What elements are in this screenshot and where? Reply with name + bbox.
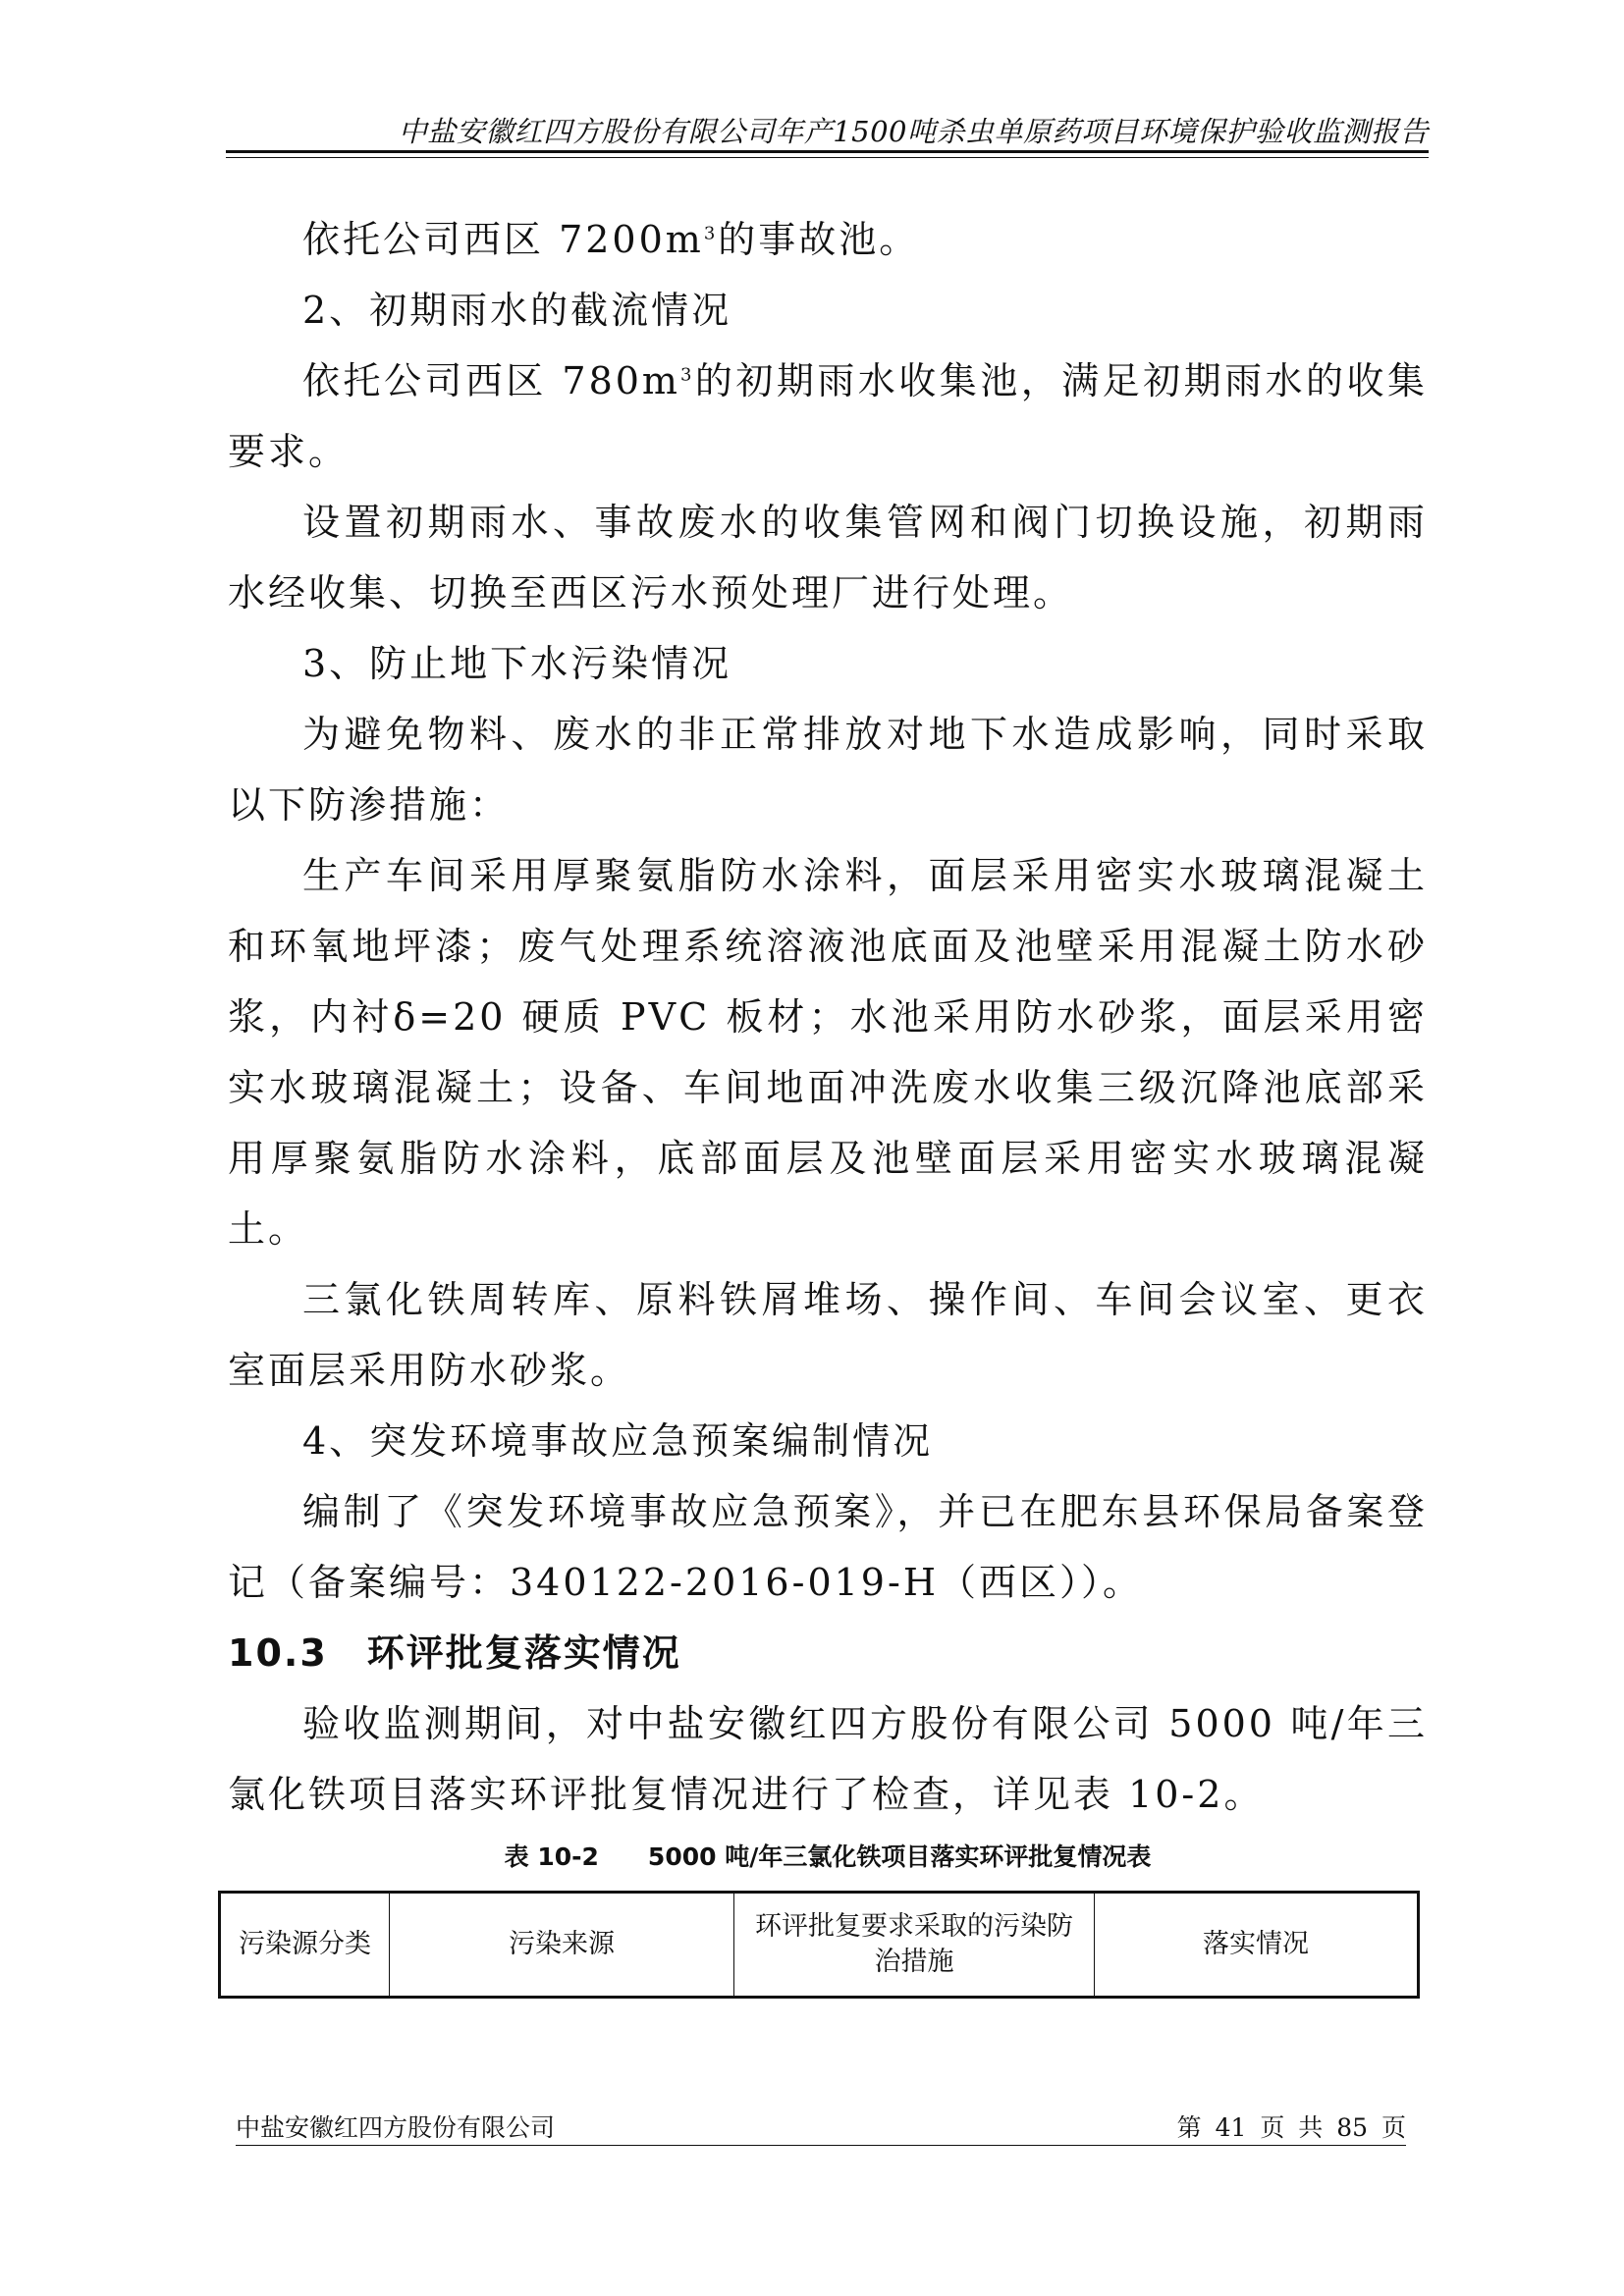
footer-page-number: 第 41 页 共 85 页: [1176, 2113, 1406, 2142]
table-caption-number: 表 10-2: [504, 1842, 599, 1871]
superscript: 3: [679, 364, 695, 386]
header-cell-category: 污染源分类: [220, 1893, 390, 1998]
subheading-rainwater: 2、初期雨水的截流情况: [302, 289, 732, 332]
footer-company: 中盐安徽红四方股份有限公司: [236, 2113, 556, 2142]
paragraph-pipe-network: 设置初期雨水、事故废水的收集管网和阀门切换设施，初期雨水经收集、切换至西区污水预处理厂进行处理。: [228, 501, 1428, 614]
section-heading: [228, 1618, 1428, 1688]
paragraph-text: 依托公司西区 780m: [302, 359, 680, 402]
header-rule-thin: [226, 157, 1429, 158]
paragraph-rainwater-pool: [228, 346, 1428, 487]
approval-table: [218, 1891, 1420, 1999]
paragraph-warehouse: 三氯化铁周转库、原料铁屑堆场、操作间、车间会议室、更衣室面层采用防水砂浆。: [228, 1278, 1428, 1392]
paragraph-accident-pool: [228, 204, 1428, 275]
table-caption: [228, 1838, 1428, 1877]
section-title: 环评批复落实情况: [366, 1631, 681, 1675]
header-cell-source: 污染来源: [390, 1893, 734, 1998]
subheading-groundwater: 3、防止地下水污染情况: [302, 642, 732, 685]
header-title: 中盐安徽红四方股份有限公司年产1500吨杀虫单原药项目环境保护验收监测报告: [398, 115, 1429, 148]
header-rule: [226, 150, 1429, 153]
paragraph-text: 的事故池。: [718, 218, 920, 261]
table-header-row: [220, 1893, 1419, 1998]
paragraph-text: 依托公司西区 7200m: [302, 218, 704, 261]
header-cell-measures: 环评批复要求采取的污染防治措施: [734, 1893, 1095, 1998]
paragraph-seepage-intro: 为避免物料、废水的非正常排放对地下水造成影响，同时采取以下防渗措施：: [228, 713, 1428, 827]
main-content: [228, 204, 1428, 1999]
header-cell-status: 落实情况: [1095, 1893, 1419, 1998]
paragraph-emergency-plan: 编制了《突发环境事故应急预案》，并已在肥东县环保局备案登记（备案编号：340122-2016-019-H（西区））。: [228, 1490, 1428, 1604]
paragraph-seepage-measures: 生产车间采用厚聚氨脂防水涂料，面层采用密实水玻璃混凝土和环氧地坪漆；废气处理系统溶液池底面及池壁采用混凝土防水砂浆，内衬δ=20 硬质 PVC 板材；水池采用防水砂浆，面层采用密实水玻璃混凝土；设备、车间地面冲洗废水收集三级沉降池底部采用厚聚氨脂防水涂料，底部面层及池壁面层采用密实水玻璃混凝土。: [228, 854, 1428, 1251]
subheading-emergency-plan: 4、突发环境事故应急预案编制情况: [302, 1419, 934, 1463]
paragraph-text: 的初期雨水收集池，满足初期雨水的收集要求。: [228, 359, 1428, 473]
paragraph-inspection: 验收监测期间，对中盐安徽红四方股份有限公司 5000 吨/年三氯化铁项目落实环评批复情况进行了检查，详见表 10-2。: [228, 1702, 1428, 1816]
table-caption-title: 5000 吨/年三氯化铁项目落实环评批复情况表: [647, 1842, 1152, 1871]
superscript: 3: [703, 223, 719, 244]
footer-rule: [236, 2145, 1406, 2146]
section-number: 10.3: [228, 1631, 328, 1675]
